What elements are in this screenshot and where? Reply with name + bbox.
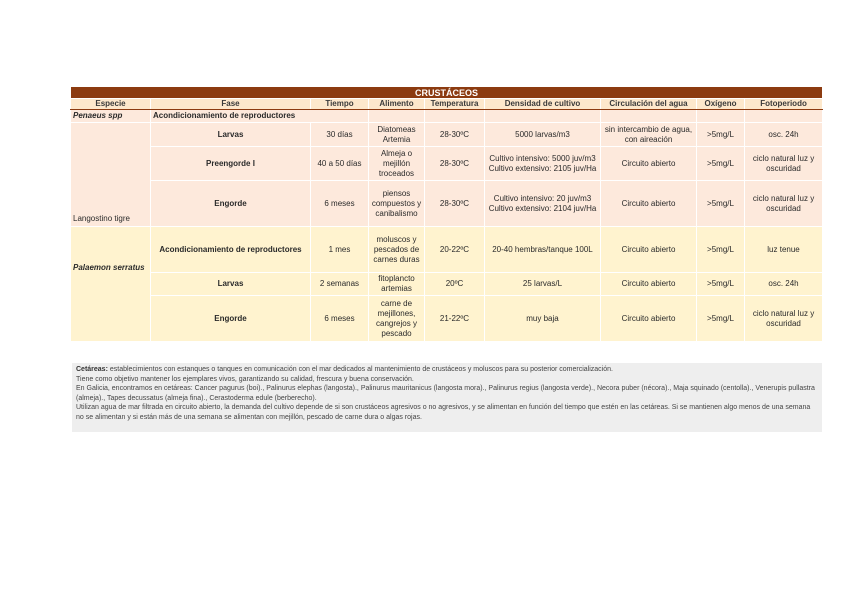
- food-cell: moluscos y pescados de carnes duras: [369, 227, 425, 273]
- photoperiod-cell: ciclo natural luz y oscuridad: [745, 181, 823, 227]
- phase-cell: Larvas: [151, 123, 311, 147]
- notes-line: [76, 365, 818, 375]
- food-cell: Diatomeas Artemia: [369, 123, 425, 147]
- density-cell: 25 larvas/L: [485, 273, 601, 296]
- food-cell: fitoplancto artemias: [369, 273, 425, 296]
- oxygen-cell: >5mg/L: [697, 147, 745, 181]
- time-cell: 30 días: [311, 123, 369, 147]
- table-row: [71, 110, 823, 123]
- temperature-cell: 20-22ºC: [425, 227, 485, 273]
- notes-line: Tiene como objetivo mantener los ejemplares vivos, garantizando su calidad, frescura y buena conservación.: [76, 375, 414, 383]
- notes-definition: establecimientos con estanques o tanques en comunicación con el mar dedicados al mantenimiento de crustáceos y moluscos para su posterior comercialización.: [107, 366, 613, 373]
- oxygen-cell: >5mg/L: [697, 181, 745, 227]
- phase-cell: Larvas: [151, 273, 311, 296]
- time-cell: 6 meses: [311, 181, 369, 227]
- water-cell: Circuito abierto: [601, 181, 697, 227]
- table-title: CRUSTÁCEOS: [71, 87, 823, 99]
- water-cell: Circuito abierto: [601, 273, 697, 296]
- oxygen-cell: >5mg/L: [697, 273, 745, 296]
- phase-cell: Preengorde I: [151, 147, 311, 181]
- table-row: [71, 296, 823, 342]
- food-cell: Almeja o mejillón troceados: [369, 147, 425, 181]
- density-line: Cultivo extensivo: 2105 juv/Ha: [488, 163, 597, 173]
- water-cell: Circuito abierto: [601, 227, 697, 273]
- phase-cell: Acondicionamiento de reproductores: [151, 227, 311, 273]
- food-cell: piensos compuestos y canibalismo: [369, 181, 425, 227]
- header-time: Tiempo: [311, 99, 369, 110]
- water-cell: sin intercambio de agua, con aireación: [601, 123, 697, 147]
- density-line: Cultivo intensivo: 20 juv/m3: [493, 193, 592, 203]
- header-oxygen: Oxígeno: [697, 99, 745, 110]
- time-cell: 6 meses: [311, 296, 369, 342]
- photoperiod-cell: osc. 24h: [745, 273, 823, 296]
- temperature-cell: 28-30ºC: [425, 147, 485, 181]
- table-row: [71, 227, 823, 273]
- header-food: Alimento: [369, 99, 425, 110]
- water-cell: Circuito abierto: [601, 147, 697, 181]
- temperature-cell: 21-22ºC: [425, 296, 485, 342]
- oxygen-cell: >5mg/L: [697, 296, 745, 342]
- density-cell: 5000 larvas/m3: [485, 123, 601, 147]
- density-line: Cultivo extensivo: 2104 juv/Ha: [488, 203, 597, 213]
- header-water: Circulación del agua: [601, 99, 697, 110]
- notes-term: Cetáreas:: [76, 366, 108, 373]
- density-cell: [485, 181, 601, 227]
- phase-cell: Engorde: [151, 181, 311, 227]
- cetareas-notes: [72, 363, 822, 432]
- oxygen-cell: >5mg/L: [697, 123, 745, 147]
- temperature-cell: 20ºC: [425, 273, 485, 296]
- density-cell: [485, 147, 601, 181]
- species-name: Penaeus spp: [71, 110, 151, 123]
- time-cell: 40 a 50 días: [311, 147, 369, 181]
- density-line: Cultivo intensivo: 5000 juv/m3: [489, 153, 596, 163]
- table-row: [71, 147, 823, 181]
- water-cell: Circuito abierto: [601, 296, 697, 342]
- photoperiod-cell: osc. 24h: [745, 123, 823, 147]
- oxygen-cell: >5mg/L: [697, 227, 745, 273]
- header-temperature: Temperatura: [425, 99, 485, 110]
- notes-line: En Galicia, encontramos en cetáreas: Cancer pagurus (boi)., Palinurus elephas (langosta)., Palinurus mauritanicus (langosta mora)., Palinurus regius (langosta verde)., Necora puber (nécora)., Maja squinado (centolla)., Venerupis pullastra (almeja)., Tapes decussatus (almeja fina)., Cerastoderma edule (berberecho).: [76, 385, 815, 402]
- table-row: [71, 181, 823, 227]
- species-group: Langostino tigre: [71, 123, 151, 227]
- phase-cell: Acondicionamiento de reproductores: [151, 110, 369, 123]
- temperature-cell: 28-30ºC: [425, 123, 485, 147]
- photoperiod-cell: ciclo natural luz y oscuridad: [745, 147, 823, 181]
- time-cell: 1 mes: [311, 227, 369, 273]
- species-name: Palaemon serratus: [71, 227, 151, 342]
- header-species: Especie: [71, 99, 151, 110]
- food-cell: carne de mejillones, cangrejos y pescado: [369, 296, 425, 342]
- crustaceos-table: [70, 86, 823, 342]
- density-cell: muy baja: [485, 296, 601, 342]
- table-row: [71, 123, 823, 147]
- time-cell: 2 semanas: [311, 273, 369, 296]
- table-row: [71, 273, 823, 296]
- phase-cell: Engorde: [151, 296, 311, 342]
- photoperiod-cell: luz tenue: [745, 227, 823, 273]
- notes-line: Utilizan agua de mar filtrada en circuito abierto, la demanda del cultivo depende de si son crustáceos agresivos o no agresivos, y se alimentan en función del tiempo que estén en las cetáreas. Si se mantienen algo menos de una semana no se alimentan y si están más de una semana se alimentan con mejillón, pescado de carne dura o algas rojas.: [76, 404, 811, 421]
- header-phase: Fase: [151, 99, 311, 110]
- density-cell: 20-40 hembras/tanque 100L: [485, 227, 601, 273]
- temperature-cell: 28-30ºC: [425, 181, 485, 227]
- header-photoperiod: Fotoperiodo: [745, 99, 823, 110]
- header-density: Densidad de cultivo: [485, 99, 601, 110]
- photoperiod-cell: ciclo natural luz y oscuridad: [745, 296, 823, 342]
